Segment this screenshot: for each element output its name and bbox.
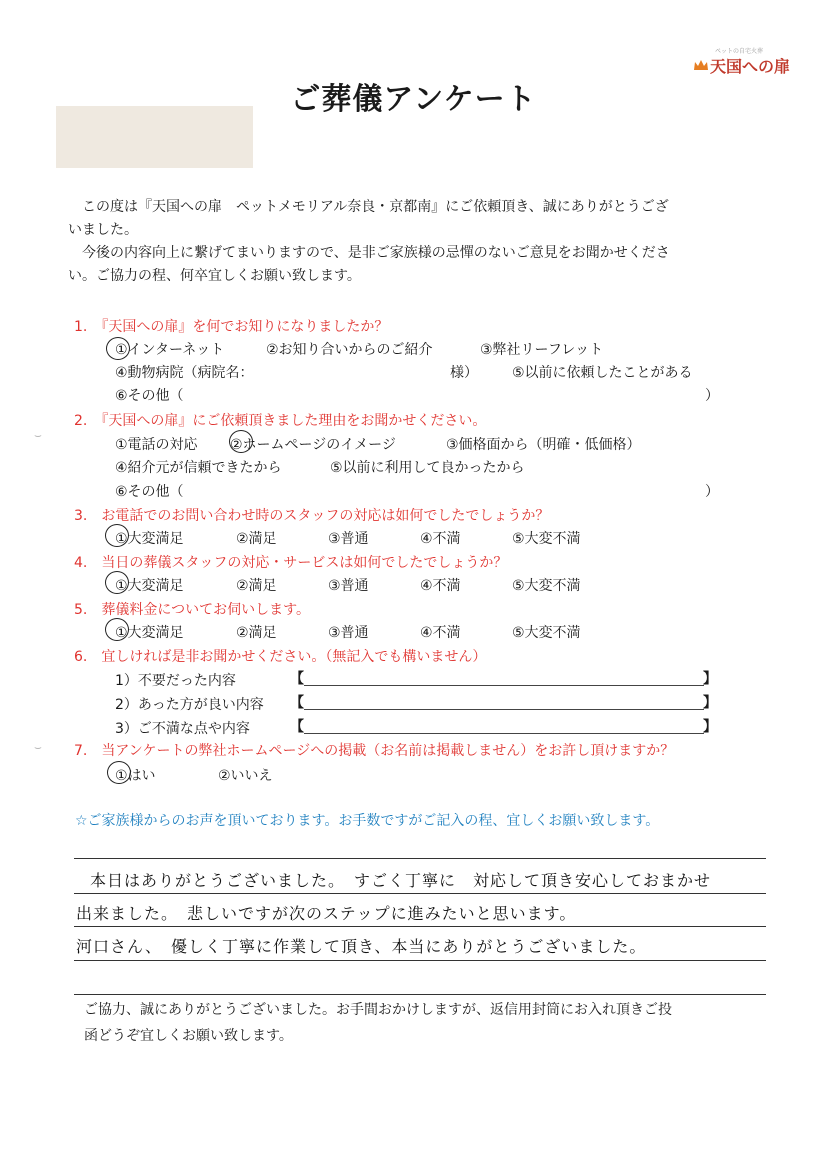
- comment-rule: [74, 893, 766, 894]
- q2-option-1[interactable]: ①電話の対応: [115, 437, 198, 453]
- intro-paragraph: [68, 196, 738, 288]
- q5-option-5[interactable]: ⑤大変不満: [512, 625, 581, 641]
- q5-option-2[interactable]: ②満足: [236, 625, 277, 641]
- q6-sub-3-open: 【: [290, 719, 304, 735]
- q4-option-1[interactable]: ①大変満足: [115, 578, 184, 594]
- q5-option-4[interactable]: ④不満: [420, 625, 461, 641]
- comment-rule: [74, 994, 766, 995]
- q4-option-4[interactable]: ④不満: [420, 578, 461, 594]
- intro-line: いました。: [68, 222, 138, 238]
- q7-option-2[interactable]: ②いいえ: [218, 768, 273, 784]
- q6-sub-2-field[interactable]: [304, 709, 704, 710]
- q3-option-5[interactable]: ⑤大変不満: [512, 531, 581, 547]
- comment-rule: [74, 960, 766, 961]
- q4-option-5[interactable]: ⑤大変不満: [512, 578, 581, 594]
- logo-tagline: ペットの自宅火葬: [715, 48, 764, 55]
- question-2-label: 2. 『天国への扉』にご依頼頂きました理由をお聞かせください。: [74, 413, 487, 429]
- q5-option-1[interactable]: ①大変満足: [115, 625, 184, 641]
- comment-rule: [74, 858, 766, 859]
- q5-selected-mark: [105, 618, 129, 641]
- q2-option-6[interactable]: ⑥その他（: [115, 484, 184, 500]
- q6-sub-3-field[interactable]: [304, 733, 704, 734]
- intro-line: この度は『天国への扉 ペットメモリアル奈良・京都南』にご依頼頂き、誠にありがとうござ: [82, 199, 669, 215]
- q2-option-6-close: ）: [705, 484, 719, 500]
- q1-option-2[interactable]: ②お知り合いからのご紹介: [266, 342, 433, 358]
- q7-selected-mark: [107, 761, 131, 784]
- handwritten-comment-line: 河口さん、 優しく丁寧に作業して頂き、本当にありがとうございました。: [76, 937, 647, 956]
- q4-selected-mark: [105, 571, 129, 594]
- question-6-label: 6. 宜しければ是非お聞かせください。（無記入でも構いません）: [74, 649, 487, 665]
- q1-option-4[interactable]: ④動物病院（病院名：: [115, 365, 254, 381]
- handwritten-comment-line: 出来ました。 悲しいですが次のステップに進みたいと思います。: [76, 904, 577, 923]
- closing-line: 函どうぞ宜しくお願い致します。: [84, 1028, 293, 1044]
- q7-option-1[interactable]: ①はい: [115, 768, 156, 784]
- fold-mark: ⌣: [34, 740, 42, 754]
- q6-sub-1-label: 1）不要だった内容: [115, 673, 236, 689]
- q1-option-6[interactable]: ⑥その他（: [115, 388, 184, 404]
- q6-sub-2-label: 2）あった方が良い内容: [115, 697, 264, 713]
- q3-option-3[interactable]: ③普通: [328, 531, 369, 547]
- crown-icon: [693, 58, 709, 72]
- q3-option-1[interactable]: ①大変満足: [115, 531, 184, 547]
- question-1-label: 1. 『天国への扉』を何でお知りになりましたか？: [74, 319, 389, 335]
- q2-option-5[interactable]: ⑤以前に利用して良かったから: [330, 460, 525, 476]
- q5-option-3[interactable]: ③普通: [328, 625, 369, 641]
- q1-option-5[interactable]: ⑤以前に依頼したことがある: [512, 365, 693, 381]
- q6-sub-3-label: 3）ご不満な点や内容: [115, 721, 250, 737]
- q6-sub-1-open: 【: [290, 671, 304, 687]
- q1-option-3[interactable]: ③弊社リーフレット: [480, 342, 604, 358]
- intro-line: 今後の内容向上に繋げてまいりますので、是非ご家族様の忌憚のないご意見をお聞かせくださ: [82, 245, 670, 261]
- question-3-label: 3. お電話でのお問い合わせ時のスタッフの対応は如何でしたでしょうか？: [74, 508, 550, 524]
- closing-line: ご協力、誠にありがとうございました。お手間おかけしますが、返信用封筒にお入れ頂きご投: [84, 1002, 672, 1018]
- q6-sub-1-close: 】: [703, 671, 717, 687]
- q2-selected-mark: [229, 430, 253, 453]
- q4-option-3[interactable]: ③普通: [328, 578, 369, 594]
- q6-sub-2-close: 】: [703, 695, 717, 711]
- handwritten-comment-line: 本日はありがとうございました。 すごく丁寧に 対応して頂き安心しておまかせ: [90, 871, 712, 890]
- q1-option-4-suffix: 様）: [450, 365, 478, 381]
- page-title: ご葬儀アンケート: [290, 82, 537, 117]
- q3-option-4[interactable]: ④不満: [420, 531, 461, 547]
- q4-option-2[interactable]: ②満足: [236, 578, 277, 594]
- comment-request-note: ☆ご家族様からのお声を頂いております。お手数ですがご記入の程、宜しくお願い致します。: [75, 813, 660, 829]
- q1-option-1[interactable]: ①インターネット: [115, 342, 225, 358]
- question-4-label: 4. 当日の葬儀スタッフの対応・サービスは如何でしたでしょうか？: [74, 555, 508, 571]
- closing-message: [84, 997, 744, 1049]
- intro-line: い。ご協力の程、何卒宜しくお願い致します。: [68, 268, 361, 284]
- q2-option-3[interactable]: ③価格面から（明確・低価格）: [446, 437, 641, 453]
- question-5-label: 5. 葬儀料金についてお伺いします。: [74, 602, 310, 618]
- q1-option-6-close: ）: [705, 388, 719, 404]
- q2-option-4[interactable]: ④紹介元が信頼できたから: [115, 460, 282, 476]
- q6-sub-2-open: 【: [290, 695, 304, 711]
- q3-selected-mark: [105, 524, 129, 547]
- q2-option-2[interactable]: ②ホームページのイメージ: [230, 437, 396, 453]
- q6-sub-3-close: 】: [703, 719, 717, 735]
- fold-mark: ⌣: [34, 428, 42, 442]
- redacted-name-box: [56, 106, 253, 168]
- q6-sub-1-field[interactable]: [304, 685, 704, 686]
- logo-name: 天国への扉: [710, 57, 791, 76]
- q1-selected-mark: [106, 337, 130, 360]
- question-7-label: 7. 当アンケートの弊社ホームページへの掲載（お名前は掲載しません）をお許し頂けますか？: [74, 743, 675, 759]
- comment-rule: [74, 926, 766, 927]
- q3-option-2[interactable]: ②満足: [236, 531, 277, 547]
